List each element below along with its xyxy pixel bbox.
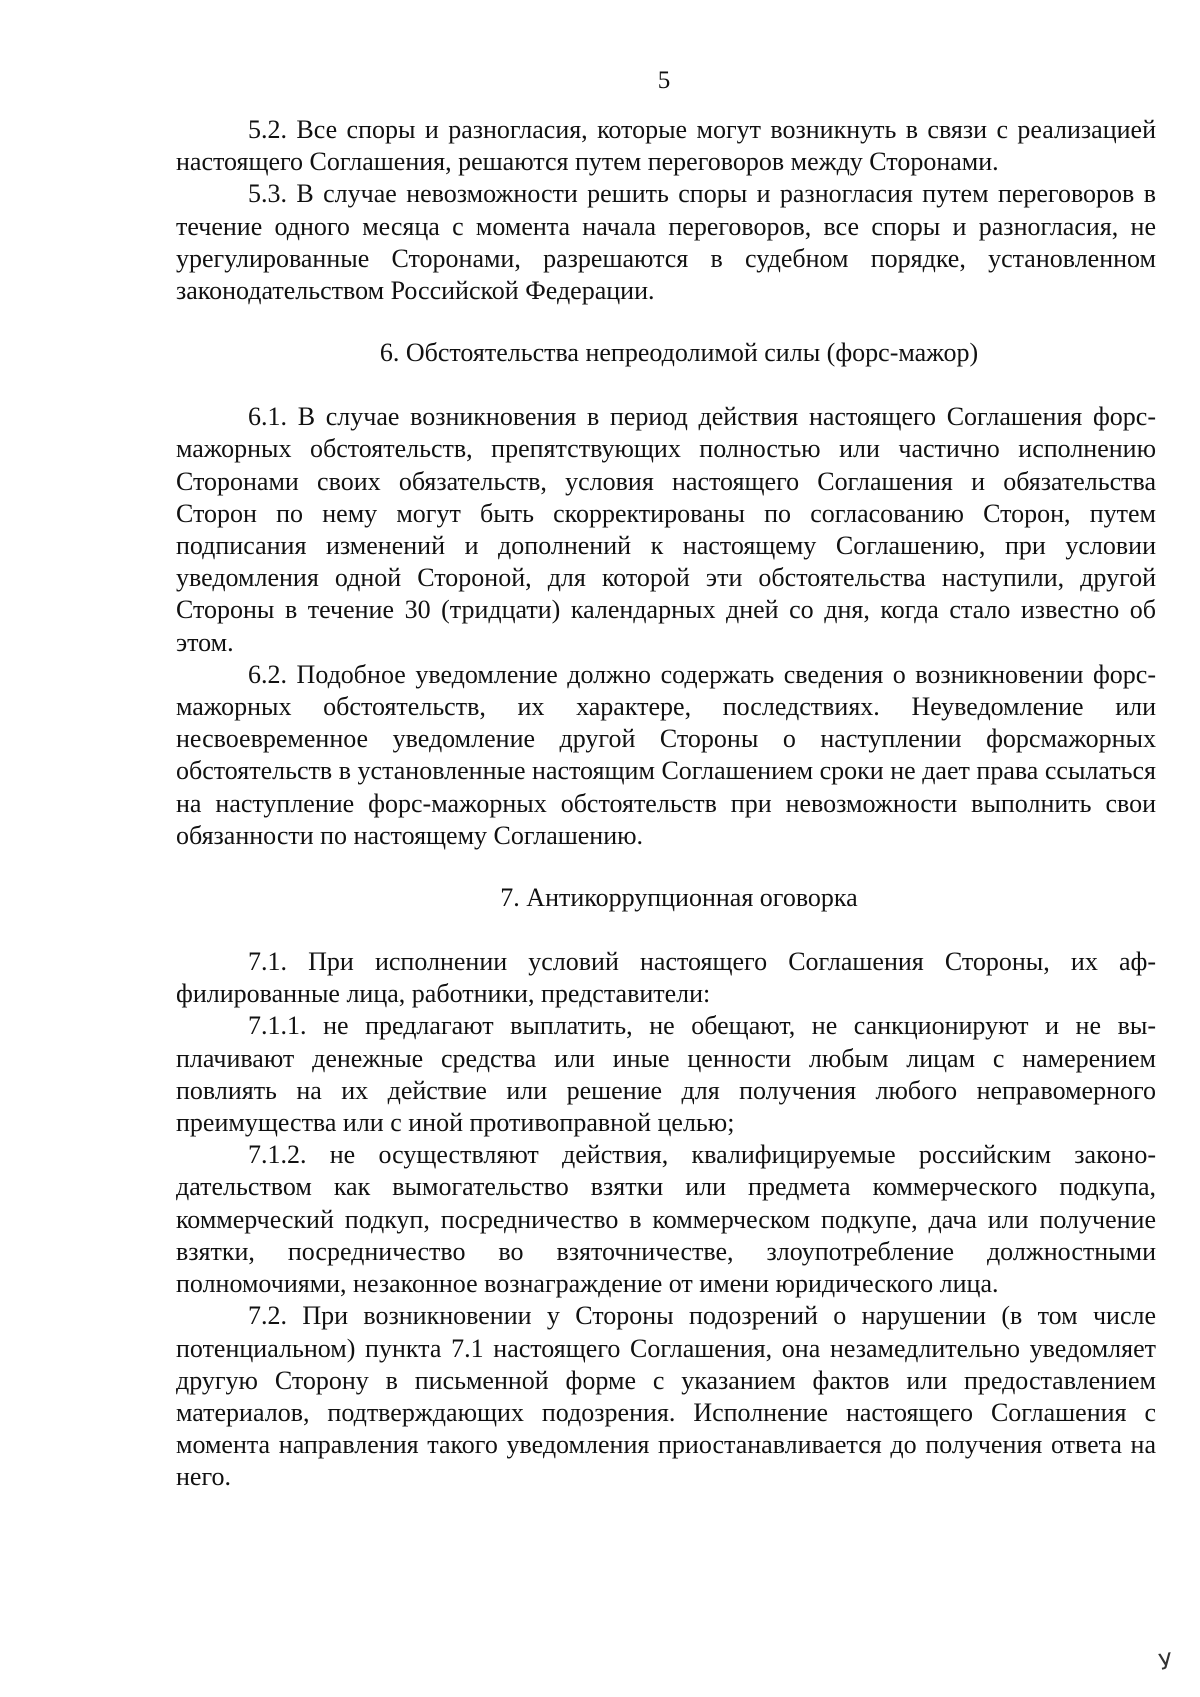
- section-heading-7: 7. Антикоррупционная оговорка: [500, 883, 858, 913]
- handwritten-corner-mark: У: [1156, 1649, 1174, 1676]
- clause-7-1-1: 7.1.1. не предлагают выплатить, не обещают, не санкционируют и не выплачивают денежные средства или иные ценности любым лицам с намерением повлиять на их действие или решение для получения любого неправомерного преимущества или с иной противоправной целью;: [176, 1011, 1156, 1138]
- clause-6-1: 6.1. В случае возникновения в период действия настоящего Соглашения форс-мажорных обстоятельств, препятствующих полностью или частично исполнению Сторонами своих обязательств, условия настоящего Соглашения и обязательства Сторон по нему могут быть скорректированы по согласованию Сторон, путем подписания изменений и дополнений к настоящему Соглашению, при условии уведомления одной Стороной, для которой эти обстоятельства наступили, другой Стороны в течение 30 (тридцати) календарных дней со дня, когда стало известно об этом.: [176, 402, 1156, 657]
- section-heading-6: 6. Обстоятельства непреодолимой силы (форс-мажор): [379, 338, 979, 368]
- clause-6-2: 6.2. Подобное уведомление должно содержать сведения о возникновении форс-мажорных обстоятельств, их характере, последствиях. Неуведомление или несвоевременное уведомление другой Стороны о наступлении форсмажорных обстоятельств в установленные настоящим Соглашением сроки не дает права ссылаться на наступление форс-мажорных обстоятельств при невозможности выполнить свои обязанности по настоящему Соглашению.: [176, 659, 1156, 850]
- page-number: 5: [657, 67, 671, 94]
- clause-7-1: 7.1. При исполнении условий настоящего Соглашения Стороны, их аффилированные лица, работники, представители:: [176, 947, 1156, 1009]
- clause-5-3: 5.3. В случае невозможности решить споры и разногласия путем переговоров в течение одного месяца с момента начала переговоров, все споры и разногласия, не урегулированные Сторонами, разрешаются в судебном порядке, установленном законодательством Российской Федерации.: [176, 179, 1156, 306]
- clause-7-1-2: 7.1.2. не осуществляют действия, квалифицируемые российским законодательством как вымогательство взятки или предмета коммерческого подкупа, коммерческий подкуп, посредничество в коммерческом подкупе, дача или получение взятки, посредничество во взяточничестве, злоупотребление должностными полномочиями, незаконное вознаграждение от имени юридического лица.: [176, 1140, 1156, 1299]
- document-body: [176, 114, 1156, 1494]
- clause-7-2: 7.2. При возникновении у Стороны подозрений о нарушении (в том числе потенциальном) пункта 7.1 настоящего Соглашения, она незамедлительно уведомляет другую Сторону в письменной форме с указанием фактов или предоставлением материалов, подтверждающих подозрения. Исполнение настоящего Соглашения с момента направления такого уведомления приостанавливается до получения ответа на него.: [176, 1301, 1156, 1492]
- clause-5-2: 5.2. Все споры и разногласия, которые могут возникнуть в связи с реализацией настоящего Соглашения, решаются путем переговоров между Сторонами.: [176, 115, 1156, 177]
